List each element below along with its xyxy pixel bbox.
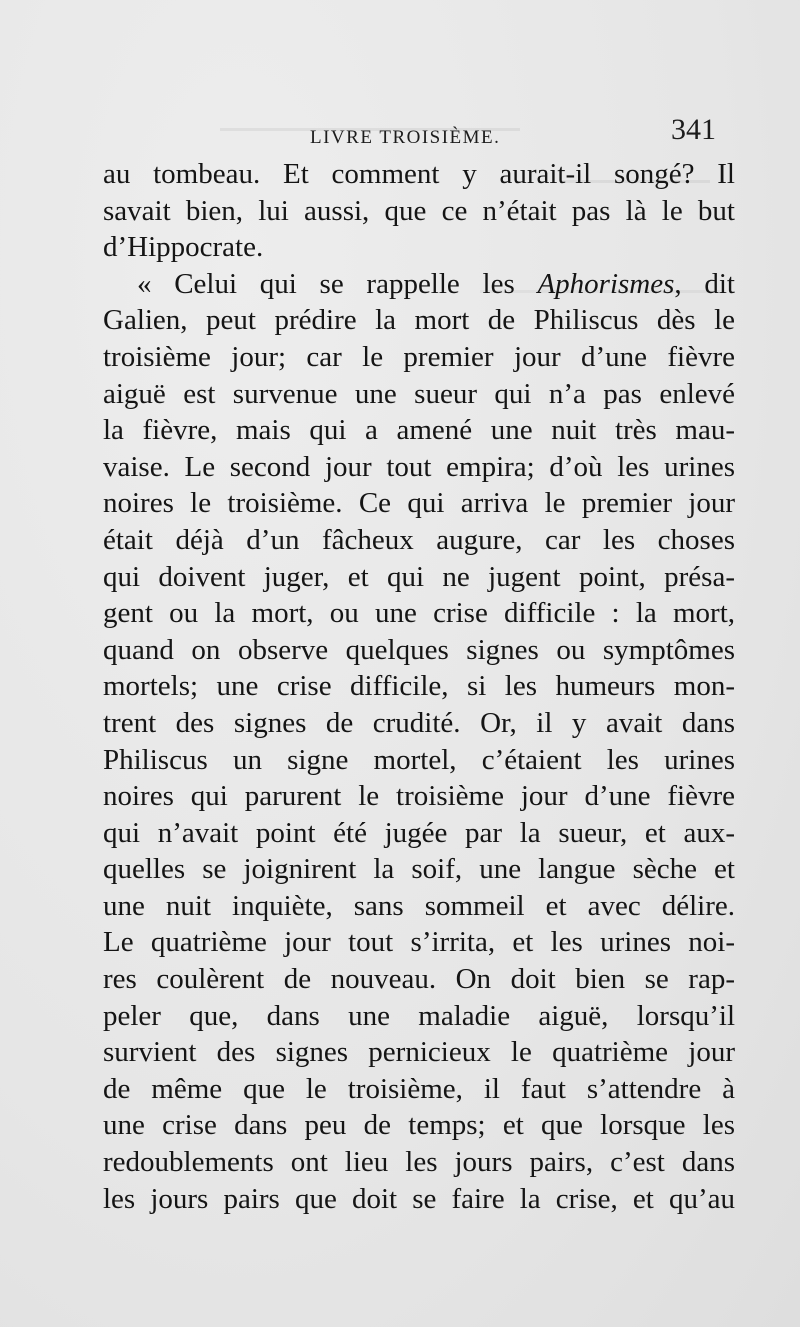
- text-line: au tombeau. Et comment y aurait-il songé? Il: [103, 158, 735, 190]
- running-head: [100, 113, 720, 149]
- text-line: la fièvre, mais qui a amené une nuit très mau-: [103, 414, 735, 447]
- text-line: res coulèrent de nouveau. On doit bien se rap-: [103, 963, 735, 996]
- text-line: redoublements ont lieu les jours pairs, c’est dans: [103, 1146, 735, 1179]
- text-run: , dit: [674, 267, 735, 300]
- text-line: était déjà d’un fâcheux augure, car les choses: [103, 523, 735, 556]
- text-line: d’Hippocrate.: [103, 231, 264, 264]
- text-run: « Celui qui se rappelle les: [137, 267, 538, 300]
- text-line: gent ou la mort, ou une crise difficile : la mort,: [103, 597, 735, 630]
- text-line: survient des signes pernicieux le quatrième jour: [103, 1036, 735, 1069]
- text-line: aiguë est survenue une sueur qui n’a pas enlevé: [103, 377, 735, 410]
- text-line: vaise. Le second jour tout empira; d’où les urines: [103, 450, 735, 483]
- text-line: mortels; une crise difficile, si les humeurs mon-: [103, 670, 735, 703]
- text-line: quelles se joignirent la soif, une langue sèche et: [103, 853, 735, 886]
- text-line: noires qui parurent le troisième jour d’une fièvre: [103, 780, 735, 813]
- text-line: qui n’avait point été jugée par la sueur, et aux-: [103, 816, 735, 849]
- text-line: peler que, dans une maladie aiguë, lorsqu’il: [103, 999, 735, 1032]
- text-line: savait bien, lui aussi, que ce n’était pas là le but: [103, 194, 735, 227]
- italic-title: Aphorismes: [537, 267, 675, 300]
- body-text: [103, 156, 735, 1217]
- text-line: de même que le troisième, il faut s’attendre à: [103, 1072, 735, 1105]
- text-line: les jours pairs que doit se faire la crise, et qu’au: [103, 1182, 735, 1215]
- text-line: Philiscus un signe mortel, c’étaient les urines: [103, 743, 735, 776]
- running-title: LIVRE TROISIÈME.: [310, 127, 501, 148]
- text-line: qui doivent juger, et qui ne jugent point, présa-: [103, 560, 735, 593]
- text-line: troisième jour; car le premier jour d’une fièvre: [103, 340, 735, 373]
- text-line: [103, 266, 735, 303]
- text-line: une crise dans peu de temps; et que lorsque les: [103, 1109, 735, 1142]
- text-line: noires le troisième. Ce qui arriva le premier jour: [103, 487, 735, 520]
- text-line: une nuit inquiète, sans sommeil et avec délire.: [103, 889, 735, 922]
- text-line: Le quatrième jour tout s’irrita, et les urines noi-: [103, 926, 735, 959]
- text-line: quand on observe quelques signes ou symptômes: [103, 633, 735, 666]
- text-line: Galien, peut prédire la mort de Philiscus dès le: [103, 304, 735, 337]
- text-line: trent des signes de crudité. Or, il y avait dans: [103, 706, 735, 739]
- page-number: 341: [671, 113, 716, 146]
